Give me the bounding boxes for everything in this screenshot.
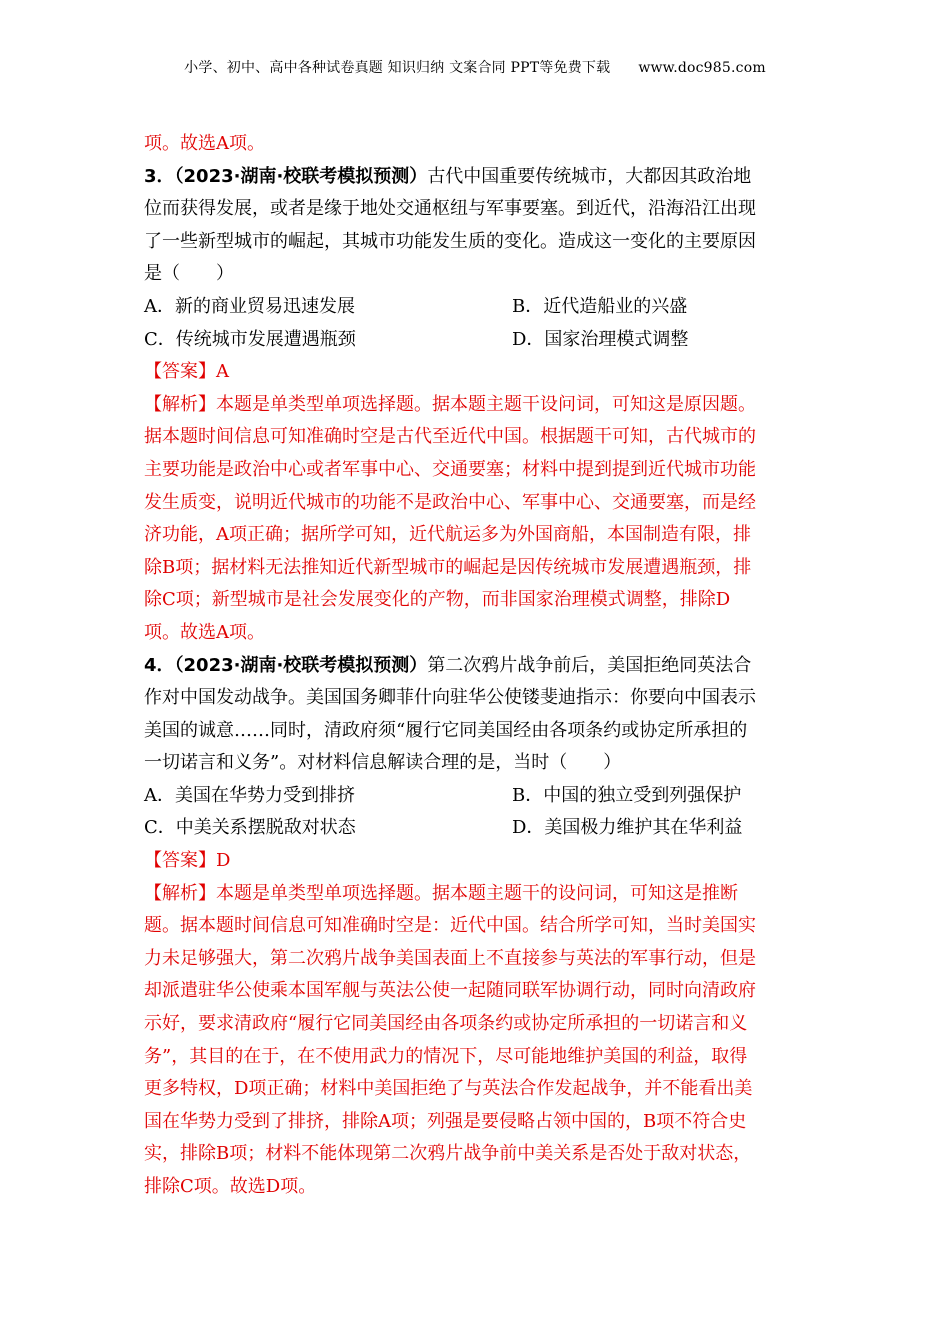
question-4-stem-line-2: 作对中国发动战争。美国国务卿菲什向驻华公使镂斐迪指示：你要向中国表示 [144, 687, 756, 709]
question-3-stem-line-4: 是（ ） [144, 263, 234, 285]
question-3-analysis-text: 本题是单类型单项选择题。据本题主题干设问词，可知这是原因题。 [216, 393, 756, 415]
question-4-number: 4． [144, 654, 175, 676]
question-4-analysis-label: 【解析】 [144, 882, 216, 904]
question-4-answer: 【答案】D [144, 850, 231, 872]
header-text: 小学、初中、高中各种试卷真题 知识归纳 文案合同 PPT等免费下载 [184, 60, 611, 76]
question-3-options-row-2 [144, 324, 810, 357]
question-3-analysis-line-1 [144, 389, 810, 422]
question-4-analysis-line-8: 国在华势力受到了排挤，排除A项；列强是要侵略占领中国的，B项不符合史 [144, 1110, 747, 1132]
question-4-stem-line-1 [144, 650, 810, 683]
question-4-source: （2023·湖南·校联考模拟预测） [174, 654, 428, 676]
question-4-option-c[interactable]: C．中美关系摆脱敌对状态 [144, 817, 356, 839]
question-3 [144, 161, 810, 650]
question-4-analysis-line-5: 示好，要求清政府“履行它同美国经由各项条约或协定所承担的一切诺言和义 [144, 1013, 748, 1035]
question-3-option-d[interactable]: D．国家治理模式调整 [512, 328, 689, 350]
question-4-analysis-line-4: 却派遣驻华公使乘本国军舰与英法公使一起随同联军协调行动，同时向清政府 [144, 980, 756, 1002]
question-4-analysis-line-6: 务”，其目的在于，在不使用武力的情况下，尽可能地维护美国的利益，取得 [144, 1045, 748, 1067]
question-4-analysis-line-10: 排除C项。故选D项。 [144, 1176, 317, 1197]
question-3-option-b[interactable]: B．近代造船业的兴盛 [512, 295, 688, 317]
question-4-stem-text: 第二次鸦片战争前后，美国拒绝同英法合 [427, 654, 752, 676]
question-3-option-a[interactable]: A．新的商业贸易迅速发展 [144, 295, 355, 317]
question-3-stem-line-3: 了一些新型城市的崛起，其城市功能发生质的变化。造成这一变化的主要原因 [144, 230, 756, 252]
question-4 [144, 650, 810, 1204]
question-4-analysis-line-7: 更多特权，D项正确；材料中美国拒绝了与英法合作发起战争，并不能看出美 [144, 1078, 753, 1100]
document-body [144, 128, 810, 1204]
question-4-analysis-text: 本题是单类型单项选择题。据本题主题干的设问词，可知这是推断 [216, 882, 738, 904]
question-3-analysis-line-6: 除B项；据材料无法推知近代新型城市的崛起是因传统城市发展遭遇瓶颈，排 [144, 556, 752, 578]
question-4-analysis-line-1 [144, 878, 810, 911]
question-3-option-c[interactable]: C．传统城市发展遭遇瓶颈 [144, 328, 356, 350]
previous-analysis-tail: 项。故选A项。 [144, 133, 265, 154]
question-4-stem-line-3: 美国的诚意……同时，清政府须“履行它同美国经由各项条约或协定所承担的 [144, 719, 748, 741]
question-3-analysis-line-3: 主要功能是政治中心或者军事中心、交通要塞；材料中提到提到近代城市功能 [144, 458, 756, 480]
question-3-analysis-line-4: 发生质变，说明近代城市的功能不是政治中心、军事中心、交通要塞，而是经 [144, 491, 756, 513]
question-4-options-row-1 [144, 780, 810, 813]
question-3-analysis-line-8: 项。故选A项。 [144, 621, 265, 643]
question-3-stem-line-2: 位而获得发展，或者是缘于地处交通枢纽与军事要塞。到近代，沿海沿江出现 [144, 198, 756, 220]
question-3-stem-text: 古代中国重要传统城市，大都因其政治地 [427, 165, 752, 187]
question-3-analysis-label: 【解析】 [144, 393, 216, 415]
question-4-options-row-2 [144, 812, 810, 845]
question-4-analysis-line-3: 力未足够强大，第二次鸦片战争美国表面上不直接参与英法的军事行动，但是 [144, 947, 756, 969]
question-3-answer: 【答案】A [144, 361, 229, 383]
question-3-number: 3． [144, 165, 175, 187]
question-4-option-a[interactable]: A．美国在华势力受到排挤 [144, 784, 355, 806]
question-4-stem-line-4: 一切诺言和义务”。对材料信息解读合理的是，当时（ ） [144, 752, 622, 774]
question-3-options-row-1 [144, 291, 810, 324]
question-3-analysis-line-5: 济功能，A项正确；据所学可知，近代航运多为外国商船，本国制造有限，排 [144, 524, 751, 546]
page-header [0, 57, 950, 77]
question-3-stem-line-1 [144, 161, 810, 194]
question-4-analysis-line-9: 实，排除B项；材料不能体现第二次鸦片战争前中美关系是否处于敌对状态， [144, 1143, 752, 1165]
header-site-link[interactable]: www.doc985.com [638, 60, 766, 76]
question-3-source: （2023·湖南·校联考模拟预测） [174, 165, 428, 187]
question-4-option-b[interactable]: B．中国的独立受到列强保护 [512, 784, 742, 806]
question-3-analysis-line-7: 除C项；新型城市是社会发展变化的产物，而非国家治理模式调整，排除D [144, 589, 731, 611]
question-3-analysis-line-2: 据本题时间信息可知准确时空是古代至近代中国。根据题干可知，古代城市的 [144, 426, 756, 448]
question-4-option-d[interactable]: D．美国极力维护其在华利益 [512, 817, 743, 839]
question-4-analysis-line-2: 题。据本题时间信息可知准确时空是：近代中国。结合所学可知，当时美国实 [144, 915, 756, 937]
